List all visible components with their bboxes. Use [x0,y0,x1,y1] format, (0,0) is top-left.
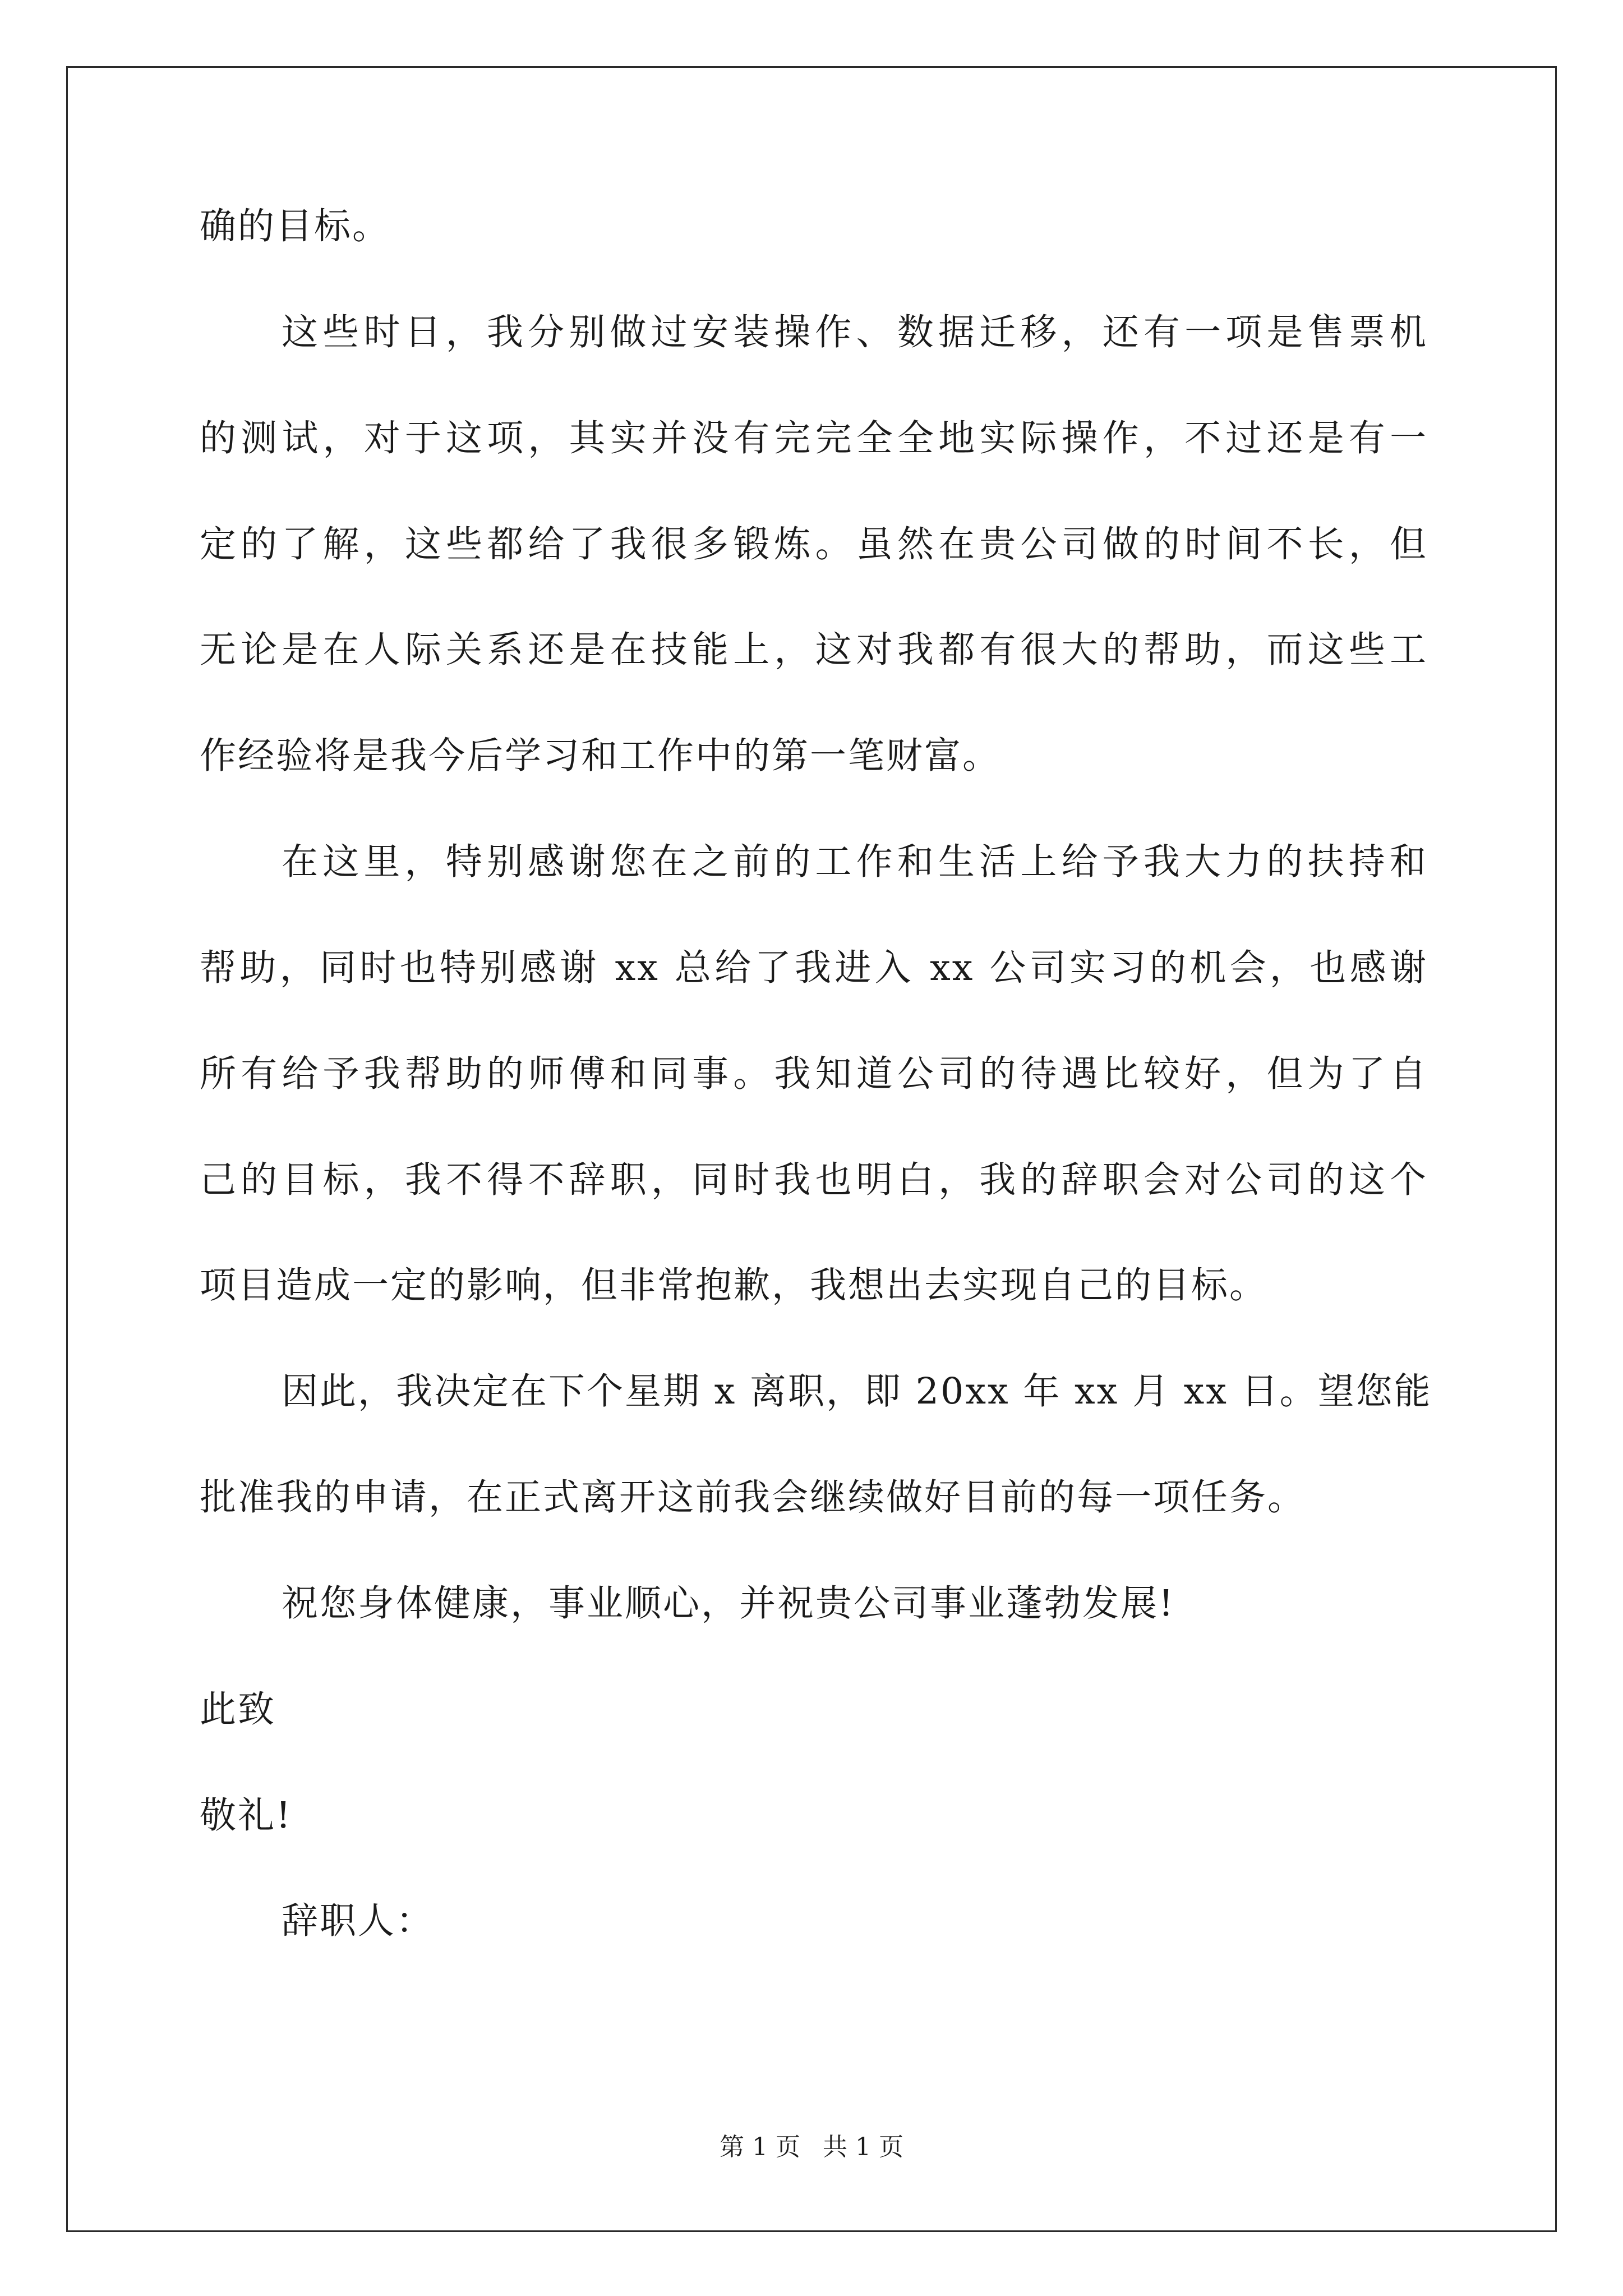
paragraph-line: 确的目标。 [200,205,391,247]
signature-label: 辞职人： [282,1900,435,1942]
paragraph-line: 作经验将是我今后学习和工作中的第一笔财富。 [200,735,1001,777]
page-number: 第 1 页 [720,2133,800,2161]
paragraph-line: 因此，我决定在下个星期 x 离职，即 20xx 年 xx 月 xx 日。望您能 [282,1370,1432,1412]
paragraph-line: 己的目标，我不得不辞职，同时我也明白，我的辞职会对公司的这个 [200,1159,1428,1201]
paragraph-line: 在这里，特别感谢您在之前的工作和生活上给予我大力的扶持和 [282,841,1428,883]
paragraph-line: 帮助，同时也特别感谢 xx 总给了我进入 xx 公司实习的机会，也感谢 [200,947,1428,989]
paragraph-line: 这些时日，我分别做过安装操作、数据迁移，还有一项是售票机 [282,311,1428,353]
closing-regards: 敬礼! [200,1795,293,1837]
paragraph-line: 批准我的申请，在正式离开这前我会继续做好目前的每一项任务。 [200,1476,1306,1519]
paragraph-line: 的测试，对于这项，其实并没有完完全全地实际操作，不过还是有一 [200,417,1428,459]
paragraph-line: 祝您身体健康，事业顺心，并祝贵公司事业蓬勃发展! [282,1582,1175,1625]
paragraph-line: 无论是在人际关系还是在技能上，这对我都有很大的帮助，而这些工 [200,629,1428,671]
closing-salutation: 此致 [200,1688,276,1731]
paragraph-line: 项目造成一定的影响，但非常抱歉，我想出去实现自己的目标。 [200,1264,1268,1306]
page-footer [0,2132,1623,2163]
page-total: 共 1 页 [823,2133,903,2161]
paragraph-line: 所有给予我帮助的师傅和同事。我知道公司的待遇比较好，但为了自 [200,1053,1428,1095]
paragraph-line: 定的了解，这些都给了我很多锻炼。虽然在贵公司做的时间不长，但 [200,523,1428,565]
